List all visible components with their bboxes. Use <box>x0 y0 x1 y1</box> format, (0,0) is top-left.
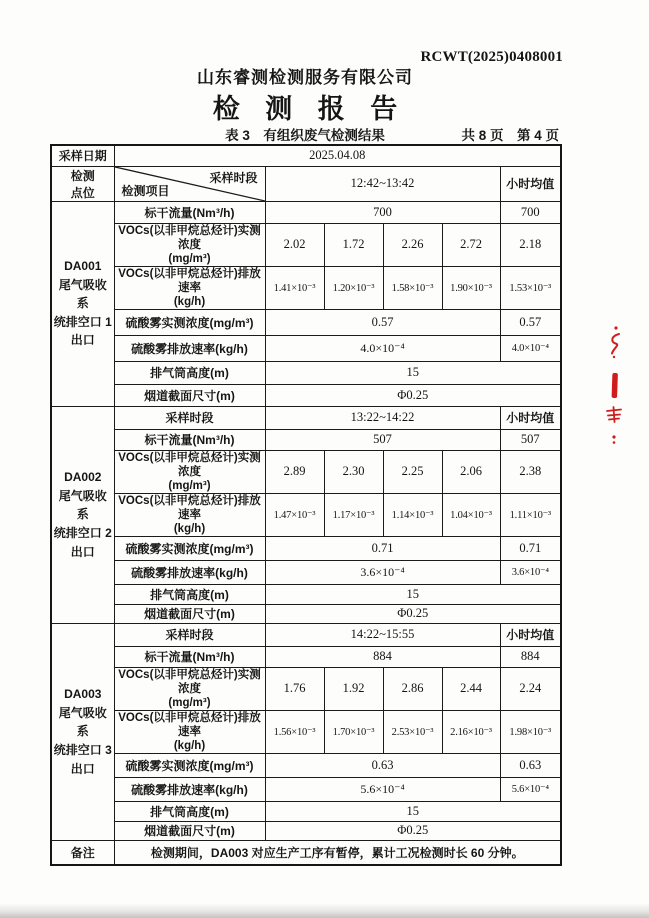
da003-voc-conc-1: 1.76 <box>265 667 324 710</box>
da001-voc-conc-2: 1.72 <box>324 223 383 266</box>
da003-voc-rate-label: VOCs(以非甲烷总烃计)排放速率 (kg/h) <box>114 710 265 753</box>
da003-duct-size-value: Φ0.25 <box>265 821 561 840</box>
point-cell-da003: DA003 尾气吸收系 统排空口 3 出口 <box>51 623 114 840</box>
corner-item-label: 检测项目 <box>121 183 170 198</box>
da002-voc-conc-4: 2.06 <box>442 450 500 493</box>
da003-period-label: 采样时段 <box>114 623 265 646</box>
da001-voc-conc-3: 2.26 <box>383 223 442 266</box>
sampling-date-label: 采样日期 <box>51 145 114 166</box>
da001-voc-conc-1: 2.02 <box>265 223 324 266</box>
da001-acid-rate-value: 4.0×10⁻⁴ <box>265 335 500 361</box>
da001-duct-size-label: 烟道截面尺寸(m) <box>114 384 265 406</box>
da002-stack-height-value: 15 <box>265 584 561 604</box>
da003-voc-conc-4: 2.44 <box>442 667 500 710</box>
table-caption-row <box>50 124 560 142</box>
da003-voc-conc-avg: 2.24 <box>500 667 561 710</box>
da002-flow-avg: 507 <box>500 429 561 450</box>
corner-period-label: 采样时段 <box>209 170 258 185</box>
da003-duct-size-label: 烟道截面尺寸(m) <box>114 821 265 840</box>
da003-acid-rate-avg: 5.6×10⁻⁴ <box>500 777 561 801</box>
da002-flow-value: 507 <box>265 429 500 450</box>
da001-duct-size-value: Φ0.25 <box>265 384 561 406</box>
red-pen-mark-squiggle <box>612 326 619 358</box>
scan-edge-shadow <box>0 903 649 918</box>
sampling-date-value: 2025.04.08 <box>114 145 561 166</box>
da001-voc-rate-label: VOCs(以非甲烷总烃计)排放速率 (kg/h) <box>114 266 265 309</box>
da001-acid-conc-avg: 0.57 <box>500 309 561 335</box>
da001-voc-conc-4: 2.72 <box>442 223 500 266</box>
da001-voc-rate-1: 1.41×10⁻³ <box>265 266 324 309</box>
da002-stack-height-label: 排气筒高度(m) <box>114 584 265 604</box>
da001-voc-rate-2: 1.20×10⁻³ <box>324 266 383 309</box>
remark-label: 备注 <box>51 840 114 865</box>
da001-acid-conc-value: 0.57 <box>265 309 500 335</box>
da001-stack-height-label: 排气筒高度(m) <box>114 361 265 384</box>
da002-voc-rate-4: 1.04×10⁻³ <box>442 493 500 536</box>
da002-voc-conc-2: 2.30 <box>324 450 383 493</box>
da001-hour-avg-header: 小时均值 <box>500 166 561 201</box>
da002-voc-rate-3: 1.14×10⁻³ <box>383 493 442 536</box>
da002-duct-size-label: 烟道截面尺寸(m) <box>114 604 265 623</box>
da003-flow-avg: 884 <box>500 646 561 667</box>
da001-flow-value: 700 <box>265 201 500 223</box>
point-cell-da002: DA002 尾气吸收系 统排空口 2 出口 <box>51 406 114 623</box>
da003-voc-rate-2: 1.70×10⁻³ <box>324 710 383 753</box>
da003-period-value: 14:22~15:55 <box>265 623 500 646</box>
report-number: RCWT(2025)0408001 <box>420 49 563 65</box>
point-column-header: 检测 点位 <box>51 166 114 201</box>
red-pen-marks <box>599 321 633 451</box>
da002-acid-conc-value: 0.71 <box>265 536 500 560</box>
da003-voc-conc-2: 1.92 <box>324 667 383 710</box>
da001-voc-rate-3: 1.58×10⁻³ <box>383 266 442 309</box>
da003-voc-conc-3: 2.86 <box>383 667 442 710</box>
da003-voc-rate-3: 2.53×10⁻³ <box>383 710 442 753</box>
da001-period-value: 12:42~13:42 <box>265 166 500 201</box>
da003-voc-rate-1: 1.56×10⁻³ <box>265 710 324 753</box>
results-table <box>50 144 562 866</box>
da001-voc-conc-label: VOCs(以非甲烷总烃计)实测浓度 (mg/m³) <box>114 223 265 266</box>
red-pen-mark-bar <box>612 373 618 398</box>
da002-acid-conc-label: 硫酸雾实测浓度(mg/m³) <box>114 536 265 560</box>
da002-voc-conc-3: 2.25 <box>383 450 442 493</box>
da003-acid-rate-label: 硫酸雾排放速率(kg/h) <box>114 777 265 801</box>
corner-header-cell <box>114 166 265 201</box>
da002-voc-rate-label: VOCs(以非甲烷总烃计)排放速率 (kg/h) <box>114 493 265 536</box>
da001-flow-label: 标干流量(Nm³/h) <box>114 201 265 223</box>
remark-text: 检测期间，DA003 对应生产工序有暂停，累计工况检测时长 60 分钟。 <box>114 840 561 865</box>
da003-voc-rate-avg: 1.98×10⁻³ <box>500 710 561 753</box>
point-cell-da001: DA001 尾气吸收系 统排空口 1 出口 <box>51 201 114 406</box>
da003-flow-label: 标干流量(Nm³/h) <box>114 646 265 667</box>
da003-acid-conc-avg: 0.63 <box>500 753 561 777</box>
da002-voc-conc-label: VOCs(以非甲烷总烃计)实测浓度 (mg/m³) <box>114 450 265 493</box>
da003-acid-conc-value: 0.63 <box>265 753 500 777</box>
da003-flow-value: 884 <box>265 646 500 667</box>
table-caption: 表 3 有组织废气检测结果 <box>225 128 385 143</box>
da002-voc-conc-1: 2.89 <box>265 450 324 493</box>
da003-hour-avg-header: 小时均值 <box>500 623 561 646</box>
da003-voc-rate-4: 2.16×10⁻³ <box>442 710 500 753</box>
da003-stack-height-label: 排气筒高度(m) <box>114 801 265 821</box>
company-name: 山东睿测检测服务有限公司 <box>197 68 413 87</box>
da001-flow-avg: 700 <box>500 201 561 223</box>
da001-stack-height-value: 15 <box>265 361 561 384</box>
da003-voc-conc-label: VOCs(以非甲烷总烃计)实测浓度 (mg/m³) <box>114 667 265 710</box>
red-pen-mark-scribble <box>607 407 621 422</box>
da003-acid-conc-label: 硫酸雾实测浓度(mg/m³) <box>114 753 265 777</box>
da001-voc-rate-avg: 1.53×10⁻³ <box>500 266 561 309</box>
da002-acid-rate-avg: 3.6×10⁻⁴ <box>500 560 561 584</box>
da001-voc-rate-4: 1.90×10⁻³ <box>442 266 500 309</box>
da002-flow-label: 标干流量(Nm³/h) <box>114 429 265 450</box>
da002-period-label: 采样时段 <box>114 406 265 429</box>
da001-acid-conc-label: 硫酸雾实测浓度(mg/m³) <box>114 309 265 335</box>
da002-voc-rate-1: 1.47×10⁻³ <box>265 493 324 536</box>
red-pen-mark-dots <box>612 435 615 443</box>
da003-acid-rate-value: 5.6×10⁻⁴ <box>265 777 500 801</box>
da001-voc-conc-avg: 2.18 <box>500 223 561 266</box>
da002-duct-size-value: Φ0.25 <box>265 604 561 623</box>
da002-acid-conc-avg: 0.71 <box>500 536 561 560</box>
da001-acid-rate-label: 硫酸雾排放速率(kg/h) <box>114 335 265 361</box>
da002-hour-avg-header: 小时均值 <box>500 406 561 429</box>
da002-acid-rate-label: 硫酸雾排放速率(kg/h) <box>114 560 265 584</box>
da002-acid-rate-value: 3.6×10⁻⁴ <box>265 560 500 584</box>
da001-acid-rate-avg: 4.0×10⁻⁴ <box>500 335 561 361</box>
report-title: 检 测 报 告 <box>212 94 407 124</box>
da002-voc-conc-avg: 2.38 <box>500 450 561 493</box>
page-indicator: 共 8 页 第 4 页 <box>461 128 559 143</box>
da002-period-value: 13:22~14:22 <box>265 406 500 429</box>
da003-stack-height-value: 15 <box>265 801 561 821</box>
da002-voc-rate-avg: 1.11×10⁻³ <box>500 493 561 536</box>
da002-voc-rate-2: 1.17×10⁻³ <box>324 493 383 536</box>
